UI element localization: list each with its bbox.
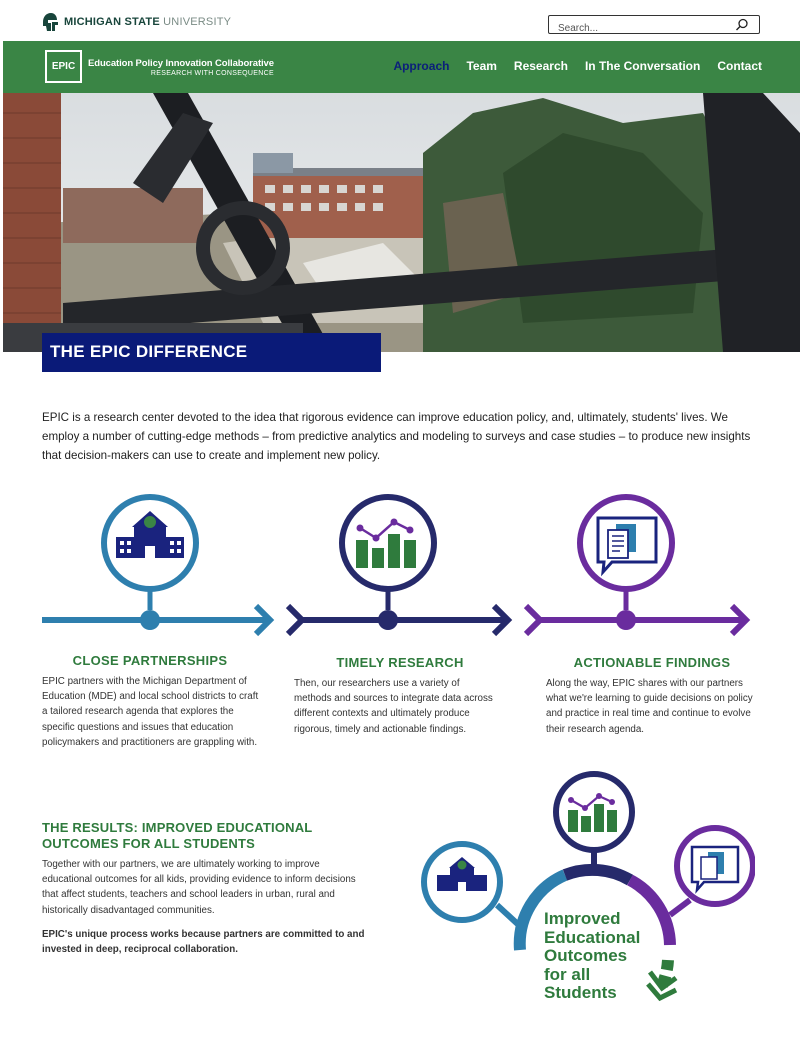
outcomes-line: Outcomes xyxy=(544,946,628,965)
org-title: Education Policy Innovation Collaborative xyxy=(88,58,274,69)
nav-in-the-conversation[interactable]: In The Conversation xyxy=(584,59,701,73)
search-input[interactable] xyxy=(549,20,729,37)
search-box xyxy=(548,15,760,34)
bar-chart-icon xyxy=(342,497,434,630)
school-building-icon xyxy=(104,497,196,630)
campus-photo xyxy=(3,93,800,352)
nav-contact[interactable]: Contact xyxy=(717,59,762,73)
results-title: THE RESULTS: IMPROVED EDUCATIONAL OUTCOMES FOR ALL STUDENTS xyxy=(42,820,313,851)
nav-approach[interactable]: Approach xyxy=(393,59,450,73)
msu-logo[interactable] xyxy=(42,12,231,32)
epic-logo[interactable] xyxy=(45,50,82,83)
org-name xyxy=(88,58,274,77)
findings-body: Along the way, EPIC shares with our partners what we're learning to guide decisions on policy and practice in real time and continue to evolve their research agenda. xyxy=(546,678,753,735)
partnerships-body: EPIC partners with the Michigan Department of Education (MDE) and local school districts to craft a tailored research agenda that explores the specific questions and issues that education policymakers and practitioners are grappling with. xyxy=(42,676,259,748)
spartan-helmet-icon xyxy=(42,12,60,32)
epic-logo-text: EPIC xyxy=(51,61,76,72)
org-tagline: RESEARCH WITH CONSEQUENCE xyxy=(150,70,274,77)
brand-light: UNIVERSITY xyxy=(163,16,232,28)
documents-icon xyxy=(677,828,753,904)
hero-image xyxy=(3,93,800,352)
partnerships-title: CLOSE PARTNERSHIPS xyxy=(72,653,228,668)
search-icon[interactable] xyxy=(735,18,749,32)
main-navbar xyxy=(3,41,800,93)
nav-team[interactable]: Team xyxy=(466,59,497,73)
outcomes-line: Improved xyxy=(544,909,621,928)
msu-wordmark xyxy=(64,16,231,28)
intro-paragraph: EPIC is a research center devoted to the idea that rigorous evidence can improve education policy, and, ultimately, students' lives. We employ a number of cutting-edge methods – from predictive analytics and modeling to surveys and case studies – to produce new insights that decision-makers can use to create and implement new policy. xyxy=(42,411,751,462)
nav-links xyxy=(393,59,762,73)
process-diagram xyxy=(0,480,800,640)
documents-icon xyxy=(580,497,672,630)
outcomes-label xyxy=(544,910,640,1003)
results-emphasis: EPIC's unique process works because partners are committed to and invested in deep, reciprocal collaboration. xyxy=(42,929,365,956)
research-body: Then, our researchers use a variety of methods and sources to integrate data across different contexts and ultimately produce rigorous, timely and actionable findings. xyxy=(294,678,493,735)
outcomes-line: Students xyxy=(544,983,617,1002)
nav-research[interactable]: Research xyxy=(513,59,568,73)
section-banner: THE EPIC DIFFERENCE xyxy=(42,333,381,372)
outcomes-line: Educational xyxy=(544,927,641,947)
findings-title: ACTIONABLE FINDINGS xyxy=(573,655,731,670)
research-title: TIMELY RESEARCH xyxy=(336,655,464,670)
brand-bold: MICHIGAN STATE xyxy=(64,16,160,28)
outcomes-line: for all xyxy=(544,964,591,984)
results-body: Together with our partners, we are ultimately working to improve educational outcomes for all kids, providing evidence to inform decisions that affect students, teachers and school leaders in urban, rural and historically disadvantaged communities. xyxy=(42,859,356,916)
bar-chart-icon xyxy=(556,774,632,850)
school-building-icon xyxy=(424,844,500,920)
top-bar xyxy=(0,0,800,41)
